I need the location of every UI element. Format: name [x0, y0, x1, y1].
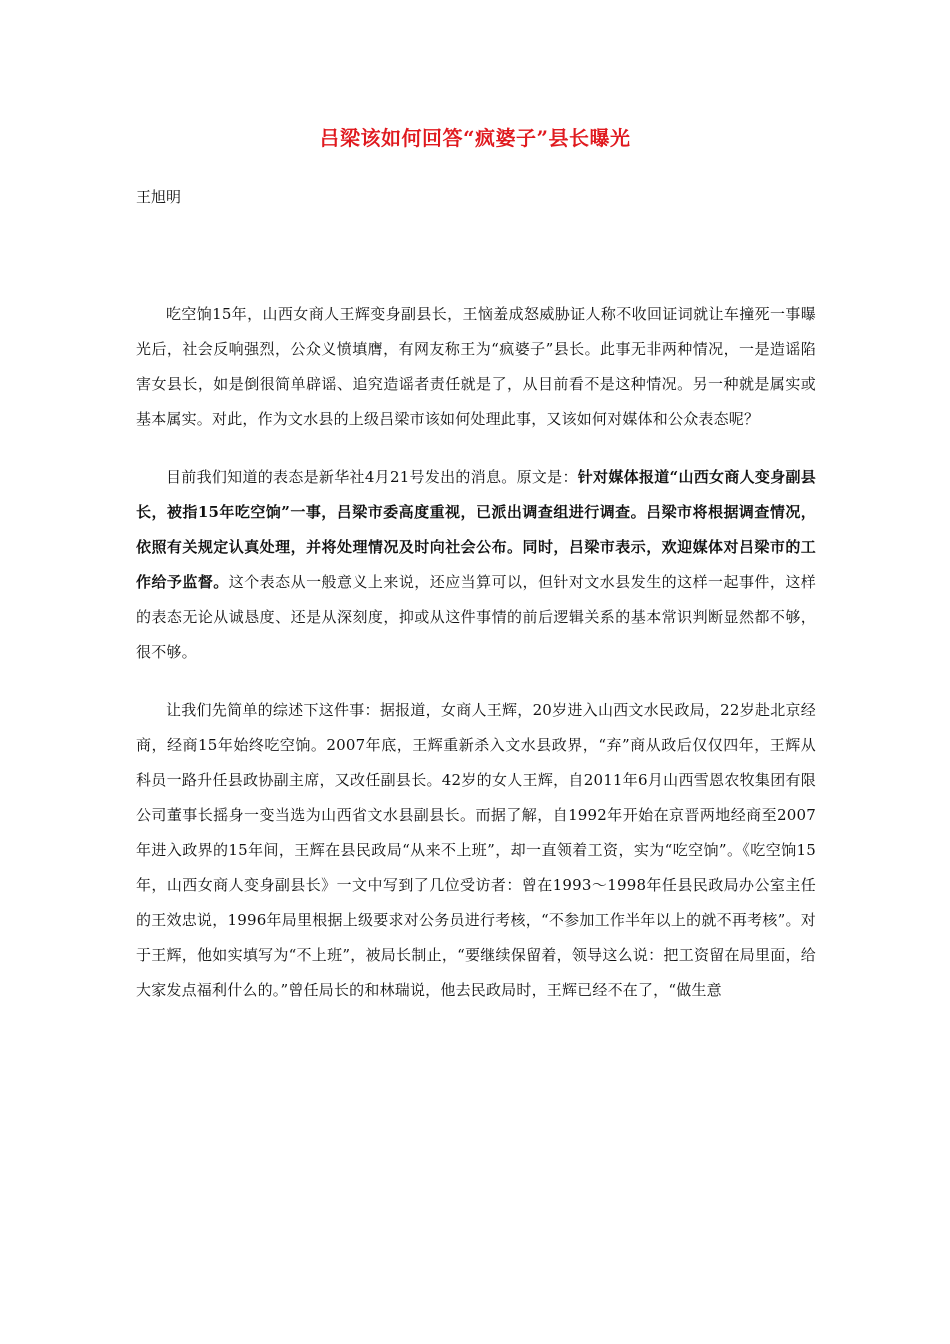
paragraph-1: 吃空饷15年，山西女商人王辉变身副县长，王恼羞成怒威胁证人称不收回证词就让车撞死一事曝光后，社会反响强烈，公众义愤填膺，有网友称王为“疯婆子”县长。此事无非两种情况，一是造谣陷害女县长，如是倒很简单辟谣、追究造谣者责任就是了，从目前看不是这种情况。另一种就是属实或基本属实。对此，作为文水县的上级吕梁市该如何处理此事，又该如何对媒体和公众表态呢？ — [136, 305, 816, 428]
paragraph-2-lead: 目前我们知道的表态是新华社4月21号发出的消息。原文是： — [166, 468, 578, 486]
paragraph-3: 让我们先简单的综述下这件事：据报道，女商人王辉，20岁进入山西文水民政局，22岁赴北京经商，经商15年始终吃空饷。2007年底，王辉重新杀入文水县政界，“弃”商从政后仅仅四年，王辉从科员一路升任县政协副主席，又改任副县长。42岁的女人王辉，自2011年6月山西雪恩农牧集团有限公司董事长摇身一变当选为山西省文水县副县长。而据了解，自1992年开始在京晋两地经商至2007年进入政界的15年间，王辉在县民政局“从来不上班”，却一直领着工资，实为“吃空饷”。《吃空饷15年，山西女商人变身副县长》一文中写到了几位受访者：曾在1993～1998年任县民政局办公室主任的王效忠说，1996年局里根据上级要求对公务员进行考核，“不参加工作半年以上的就不再考核”。对于王辉，他如实填写为“不上班”，被局长制止，“要继续保留着，领导这么说：把工资留在局里面，给大家发点福利什么的。”曾任局长的和林瑞说，他去民政局时，王辉已经不在了，“做生意 — [136, 701, 816, 999]
paragraph-2-tail: 这个表态从一般意义上来说，还应当算可以，但针对文水县发生的这样一起事件，这样的表态无论从诚恳度、还是从深刻度，抑或从这件事情的前后逻辑关系的基本常识判断显然都不够，很不够。 — [136, 573, 816, 661]
paragraph-2-quote: 针对媒体报道“山西女商人变身副县长，被指15年吃空饷”一事，吕梁市委高度重视，已派出调查组进行调查。吕梁市将根据调查情况，依照有关规定认真处理，并将处理情况及时向社会公布。同时，吕梁市表示，欢迎媒体对吕梁市的工作给予监督。 — [136, 468, 816, 591]
document-title: 吕梁该如何回答“疯婆子”县长曝光 — [319, 126, 631, 150]
author-name: 王旭明 — [136, 188, 182, 206]
article-body — [136, 297, 816, 1031]
paragraph-2 — [136, 460, 816, 670]
